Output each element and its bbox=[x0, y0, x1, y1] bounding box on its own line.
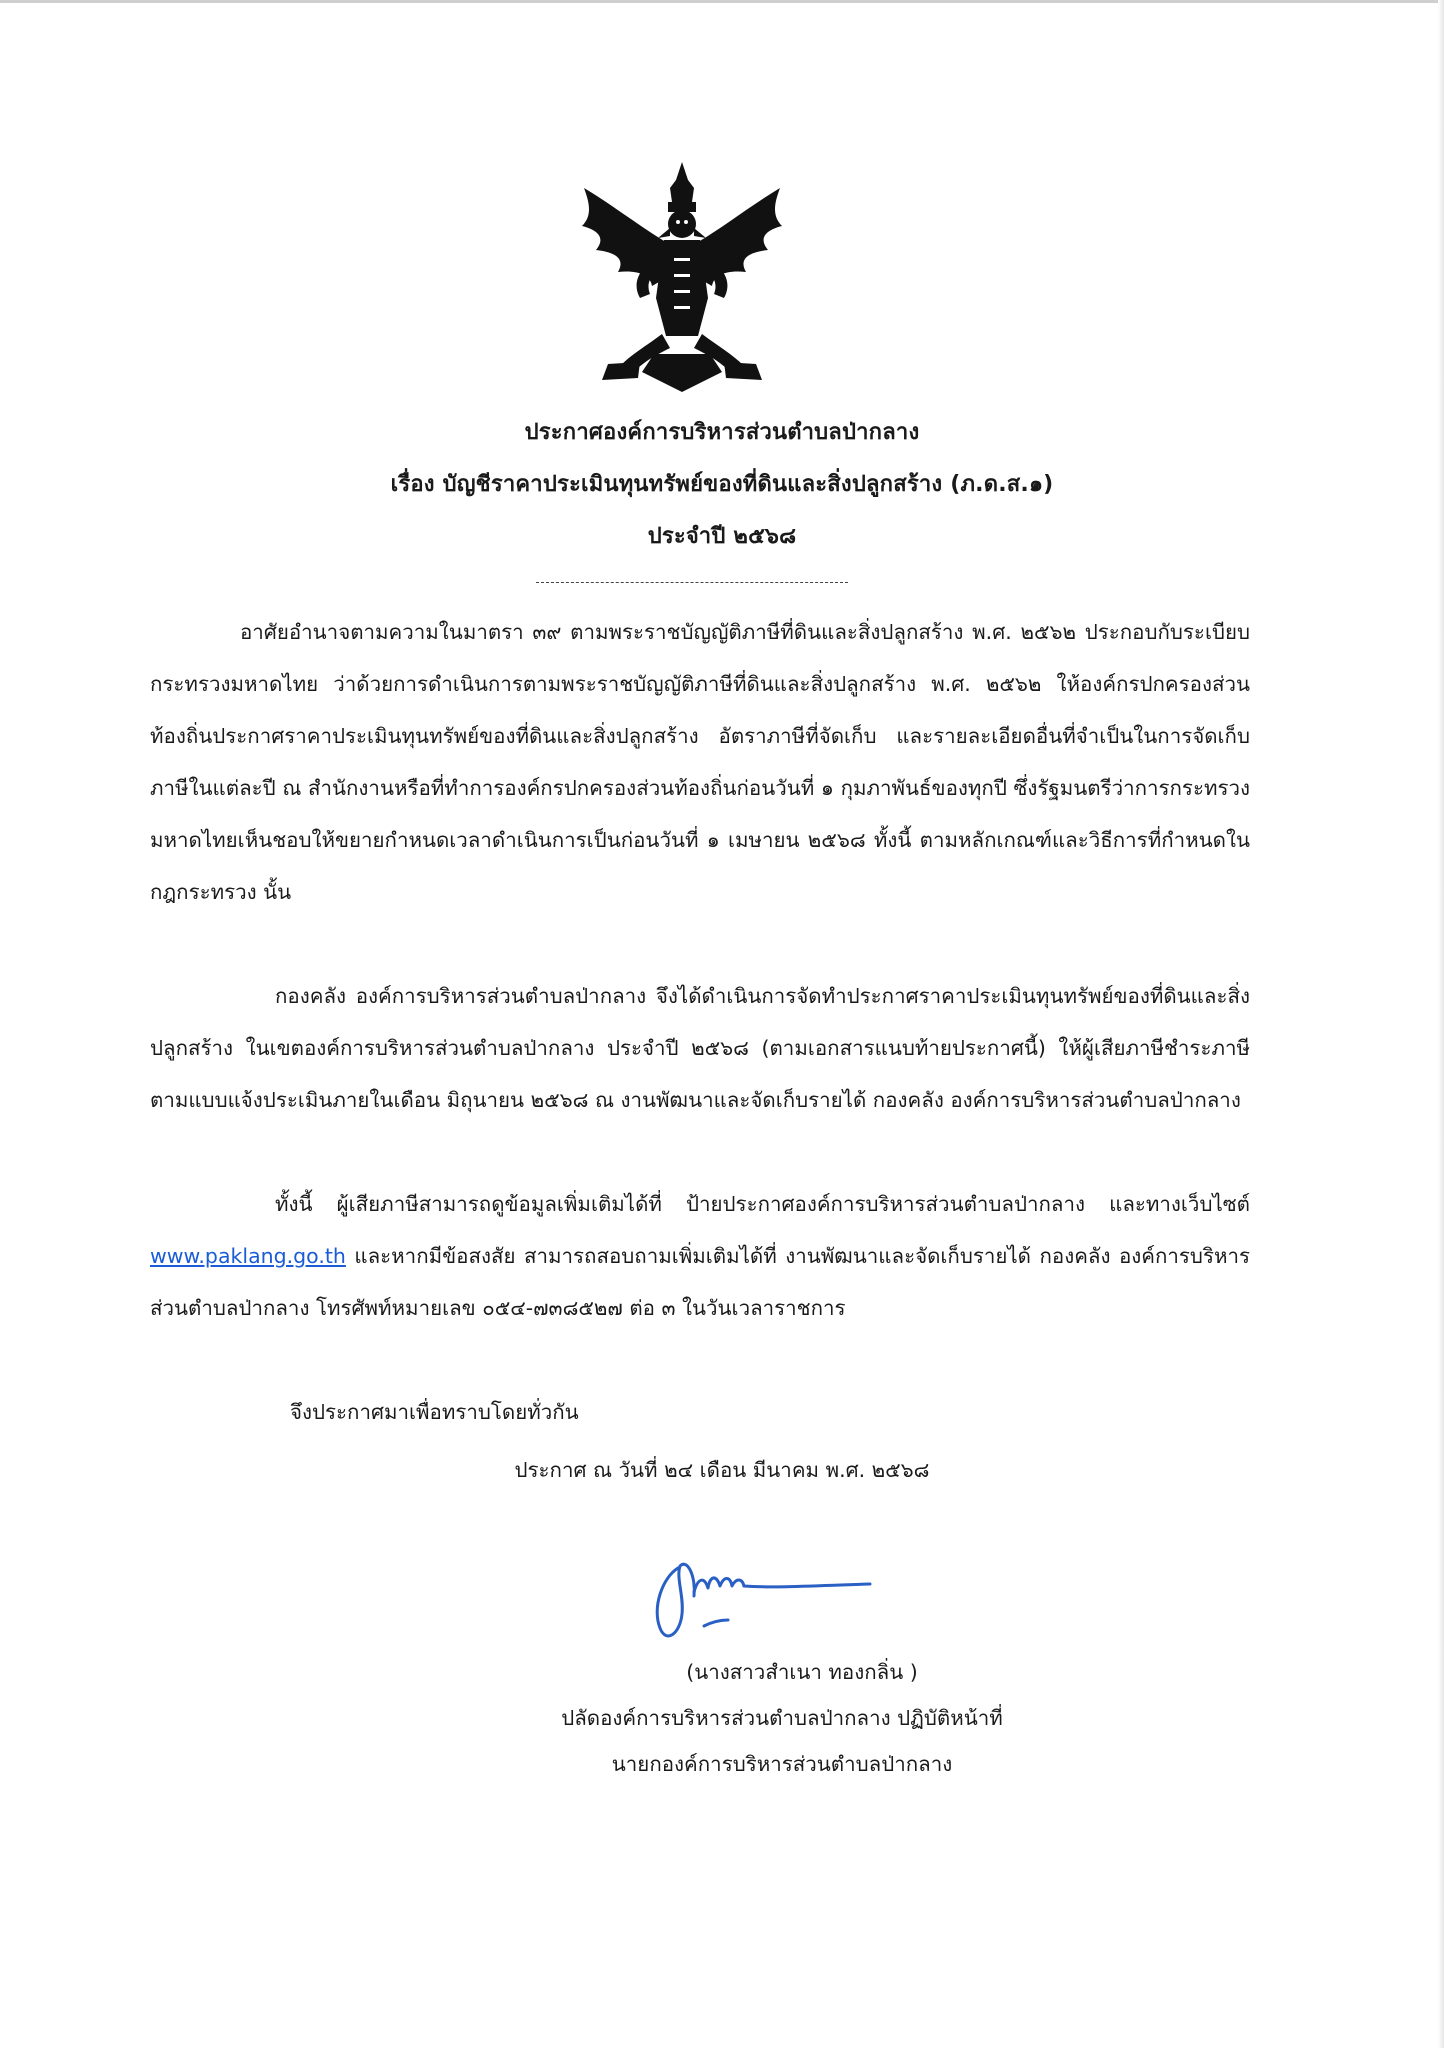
signatory-name: (นางสาวสำเนา ทองกลิ่น ) bbox=[686, 1660, 918, 1684]
body-paragraph-1: อาศัยอำนาจตามความในมาตรา ๓๙ ตามพระราชบัญญัติภาษีที่ดินและสิ่งปลูกสร้าง พ.ศ. ๒๕๖๒ ประกอบกับระเบียบกระทรวงมหาดไทย ว่าด้วยการดำเนินการตามพระราชบัญญัติภาษีที่ดินและสิ่งปลูกสร้าง พ.ศ. ๒๕๖๒ ให้องค์กรปกครองส่วนท้องถิ่นประกาศราคาประเมินทุนทรัพย์ของที่ดินและสิ่งปลูกสร้าง อัตราภาษีที่จัดเก็บ และรายละเอียดอื่นที่จำเป็นในการจัดเก็บภาษีในแต่ละปี ณ สำนักงานหรือที่ทำการองค์กรปกครองส่วนท้องถิ่นก่อนวันที่ ๑ กุมภาพันธ์ของทุกปี ซึ่งรัฐมนตรีว่าการกระทรวงมหาดไทยเห็นชอบให้ขยายกำหนดเวลาดำเนินการเป็นก่อนวันที่ ๑ เมษายน ๒๕๖๘ ทั้งนี้ ตามหลักเกณฑ์และวิธีการที่กำหนดในกฎกระทรวง นั้น bbox=[150, 620, 1250, 904]
signatory-title-line-2: นายกองค์การบริหารส่วนตำบลป่ากลาง bbox=[611, 1752, 953, 1776]
website-link[interactable]: www.paklang.go.th bbox=[150, 1244, 346, 1268]
announcement-year: ประจำปี ๒๕๖๘ bbox=[647, 524, 797, 549]
body-paragraph-3 bbox=[150, 1178, 1250, 1334]
garuda-emblem-icon bbox=[562, 158, 802, 398]
paragraph-3-text-start: ทั้งนี้ ผู้เสียภาษีสามารถดูข้อมูลเพิ่มเติมได้ที่ ป้ายประกาศองค์การบริหารส่วนตำบลป่ากลาง และทางเว็บไซต์ bbox=[275, 1192, 1250, 1216]
announcement-date: ประกาศ ณ วันที่ ๒๔ เดือน มีนาคม พ.ศ. ๒๕๖๘ bbox=[514, 1458, 930, 1482]
scan-edge-right bbox=[1438, 0, 1444, 2048]
scan-edge-top bbox=[0, 0, 1444, 3]
handwritten-signature bbox=[632, 1548, 932, 1658]
body-paragraph-2: กองคลัง องค์การบริหารส่วนตำบลป่ากลาง จึงได้ดำเนินการจัดทำประกาศราคาประเมินทุนทรัพย์ของที่ดินและสิ่งปลูกสร้าง ในเขตองค์การบริหารส่วนตำบลป่ากลาง ประจำปี ๒๕๖๘ (ตามเอกสารแนบท้ายประกาศนี้) ให้ผู้เสียภาษีชำระภาษีตามแบบแจ้งประเมินภายในเดือน มิถุนายน ๒๕๖๘ ณ งานพัฒนาและจัดเก็บรายได้ กองคลัง องค์การบริหารส่วนตำบลป่ากลาง bbox=[150, 984, 1250, 1112]
paragraph-3-text-end: และหากมีข้อสงสัย สามารถสอบถามเพิ่มเติมได้ที่ งานพัฒนาและจัดเก็บรายได้ กองคลัง องค์การบริหารส่วนตำบลป่ากลาง โทรศัพท์หมายเลข ๐๕๔-๗๓๘๕๒๗ ต่อ ๓ ในวันเวลาราชการ bbox=[150, 1244, 1250, 1320]
announcement-title: ประกาศองค์การบริหารส่วนตำบลป่ากลาง bbox=[524, 420, 920, 445]
signatory-title-line-1: ปลัดองค์การบริหารส่วนตำบลป่ากลาง ปฏิบัติหน้าที่ bbox=[561, 1706, 1003, 1730]
closing-statement: จึงประกาศมาเพื่อทราบโดยทั่วกัน bbox=[290, 1400, 579, 1424]
divider-line bbox=[536, 582, 848, 583]
announcement-subject: เรื่อง บัญชีราคาประเมินทุนทรัพย์ของที่ดินและสิ่งปลูกสร้าง (ภ.ด.ส.๑) bbox=[390, 472, 1054, 497]
